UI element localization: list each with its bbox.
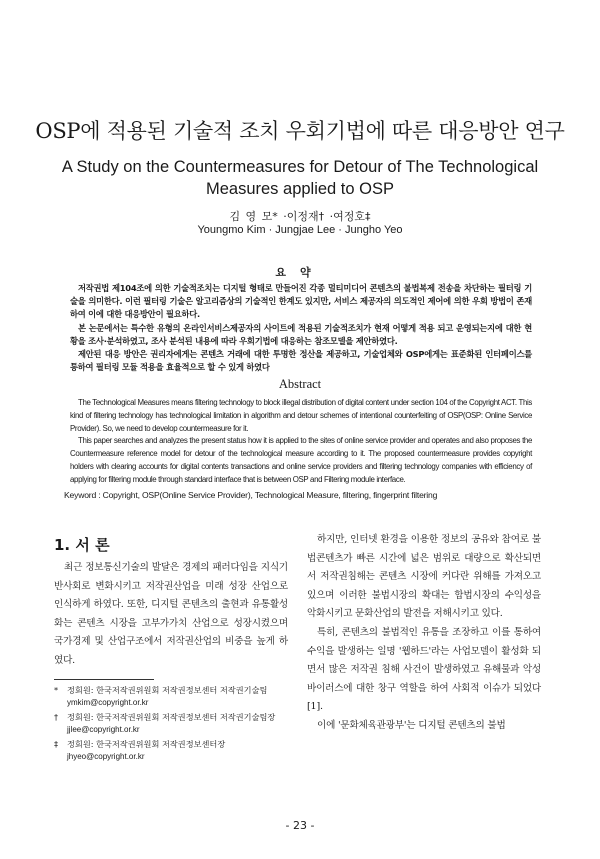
- paper-title-korean: OSP에 적용된 기술적 조치 우회기법에 따른 대응방안 연구: [35, 119, 565, 143]
- footnote-item: [54, 738, 288, 763]
- authors-english: Youngmo Kim · Jungjae Lee · Jungho Yeo: [197, 224, 403, 236]
- footnote-divider: [54, 679, 154, 680]
- korean-abstract-paragraph: 본 논문에서는 특수한 유형의 온라인서비스제공자의 사이트에 적용된 기술적조치가 현재 어떻게 적용 되고 운영되는지에 대한 현황을 조사·분석하였고, 조사 분석된 내용에 따라 우회기법에 대응하는 참조모델을 제안하였다.: [70, 322, 532, 346]
- body-paragraph: 특히, 콘텐츠의 불법적인 유통을 조장하고 이를 통하여 수익을 발생하는 일명 '웹하드'라는 사업모델이 활성화 되면서 많은 저작권 침해 사건이 발생하였고 유해물과 악성바이러스에 대한 창구 역할을 하여 사회적 이슈가 되었다[1].: [307, 626, 541, 713]
- footnote-email: ymkim@copyright.or.kr: [67, 697, 149, 707]
- keywords: Keyword : Copyright, OSP(Online Service Provider), Technological Measure, filtering, fingerprint filtering: [64, 490, 438, 500]
- page-number: - 23 -: [285, 819, 315, 832]
- body-paragraph: 하지만, 인터넷 환경을 이용한 정보의 공유와 참여로 불법콘텐츠가 빠른 시간에 넓은 범위로 대량으로 확산되면서 저작권침해는 콘텐츠 시장에 커다란 위해를 가져오고 있으며 이러한 불법시장의 확대는 합법시장의 수익성을 악화시키고 문화산업의 발전을 저해시키고 있다.: [307, 534, 541, 620]
- author-footnotes: [54, 684, 288, 766]
- korean-abstract-paragraph: 저작권법 제104조에 의한 기술적조치는 디지털 형태로 만들어진 각종 멀티미디어 콘텐츠의 불법복제 전송을 차단하는 필터링 기술을 의미한다. 이런 필터링 기술은 알고리즘상의 기술적인 한계도 있지만, 서비스 제공자의 의도적인 제어에 의한 우회 방법이 존재하여 이에 대한 대응방안이 필요하다.: [70, 283, 532, 320]
- english-abstract-paragraph: This paper searches and analyzes the present status how it is applied to the sites of online service provider and operates and also proposes the Countermeasure reference model for detour of the technological measure according to it. The proposed countermeasure provides copyright holders with clearing accounts for digital contents transactions and online service providers and filtering technology companies with efficiency of applying for filtering module through standard interface that is between OSP and Filtering module interface.: [70, 436, 532, 484]
- body-paragraph: 최근 정보통신기술의 발달은 경제의 패러다임을 지식기반사회로 변화시키고 저작권산업을 미래 성장 산업으로 인식하게 하였다. 또한, 디지털 콘텐츠의 출현과 유통활성화는 콘텐츠 시장을 고부가가치 산업으로 성장시켰으며 국가경제 및 산업구조에서 저작권산업의 비중을 높게 하였다.: [54, 562, 288, 666]
- english-abstract-paragraph: The Technological Measures means filtering technology to block illegal distribution of digital content under section 104 of the Copyright ACT. This kind of filtering technology has technological limitation in algorithm and detour schemes of intentional counterfeiting of OSP(OSP: Online Service Provider). So, we need to develop countermeasure for it.: [70, 398, 532, 433]
- footnote-affiliation: 정회원: 한국저작권위원회 저작권정보센터장: [67, 739, 226, 750]
- paper-title-english: [40, 156, 560, 200]
- paper-title-english-line1: A Study on the Countermeasures for Detour of The Technological: [61, 158, 539, 176]
- footnote-affiliation: 정회원: 한국저작권위원회 저작권정보센터 저작권기술팀장: [67, 712, 276, 723]
- english-abstract: [70, 397, 532, 487]
- body-paragraph: 이에 '문화체육관광부'는 디지털 콘텐츠의 불법: [317, 719, 506, 731]
- footnote-item: [54, 711, 288, 736]
- korean-abstract: [70, 282, 532, 374]
- authors-korean: 김 영 모* ·이정재† ·여정호‡: [229, 210, 371, 223]
- paper-title-english-line2: Measures applied to OSP: [205, 180, 395, 198]
- footnote-marker: ‡: [54, 739, 59, 750]
- english-abstract-heading: Abstract: [278, 377, 322, 391]
- korean-abstract-heading: 요약: [275, 266, 325, 279]
- body-column-right: [307, 531, 541, 736]
- footnote-item: [54, 684, 288, 709]
- footnote-marker: †: [54, 712, 59, 723]
- footnote-email: jjlee@copyright.or.kr: [67, 724, 140, 734]
- footnote-affiliation: 정회원: 한국저작권위원회 저작권정보센터 저작권기술팀: [67, 685, 268, 695]
- body-column-left: [54, 559, 288, 671]
- footnote-marker: *: [54, 685, 59, 695]
- footnote-email: jhyeo@copyright.or.kr: [67, 751, 145, 761]
- introduction-heading: 1. 서 론: [54, 536, 110, 554]
- korean-abstract-paragraph: 제안된 대응 방안은 권리자에게는 콘텐츠 거래에 대한 투명한 정산을 제공하고, 기술업체와 OSP에게는 표준화된 인터페이스를 통하여 필터링 모듈 적용을 효율적으로 할 수 있게 하였다: [70, 349, 532, 373]
